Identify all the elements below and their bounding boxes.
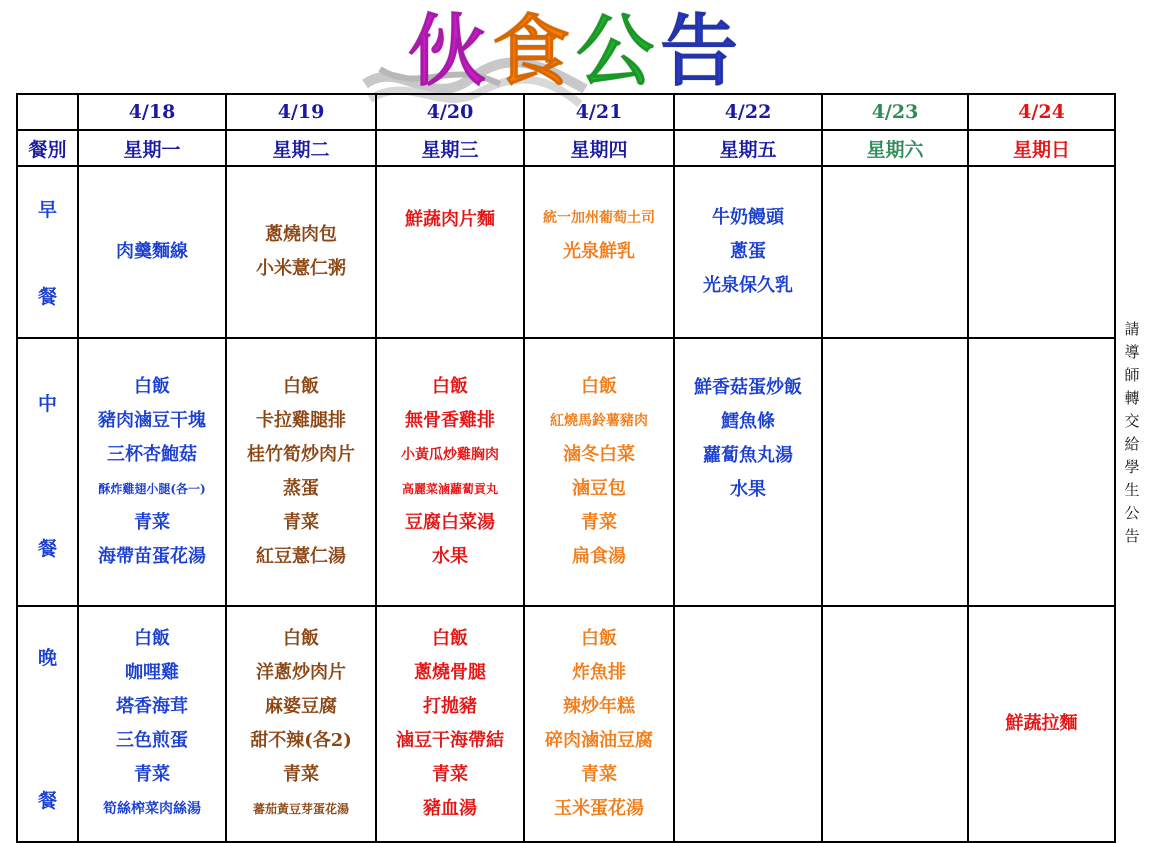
page-title xyxy=(408,4,744,100)
menu-cell-empty xyxy=(968,338,1115,606)
meal-label-bottom: 餐 xyxy=(37,790,57,812)
menu-item: 鱈魚條 xyxy=(721,411,775,432)
menu-item: 白飯 xyxy=(283,628,319,649)
side-note-char: 請 xyxy=(1124,320,1140,338)
weekday-cell: 星期四 xyxy=(524,130,674,166)
menu-item: 塔香海茸 xyxy=(116,696,188,717)
menu-item: 豬肉滷豆干塊 xyxy=(98,410,206,431)
menu-item: 肉羹麵線 xyxy=(116,241,188,262)
date-cell: 4/24 xyxy=(968,94,1115,130)
menu-item: 青菜 xyxy=(581,764,617,785)
menu-item: 牛奶饅頭 xyxy=(712,207,784,228)
menu-item: 青菜 xyxy=(283,512,319,533)
menu-item: 白飯 xyxy=(134,628,170,649)
menu-item: 小黃瓜炒雞胸肉 xyxy=(401,447,499,463)
meal-label-cell xyxy=(17,606,78,842)
title-char: 公 xyxy=(576,7,661,97)
menu-item: 酥炸雞翅小腿(各一) xyxy=(98,482,206,496)
date-cell: 4/19 xyxy=(226,94,376,130)
menu-cell xyxy=(226,606,376,842)
menu-cell xyxy=(78,606,226,842)
side-note-char: 轉 xyxy=(1124,389,1140,407)
menu-item: 紅豆薏仁湯 xyxy=(256,546,346,567)
date-cell: 4/20 xyxy=(376,94,524,130)
date-cell: 4/23 xyxy=(822,94,968,130)
side-note-char: 學 xyxy=(1124,458,1140,476)
menu-cell-empty xyxy=(822,166,968,338)
menu-item: 玉米蛋花湯 xyxy=(554,798,644,819)
menu-table xyxy=(16,93,1116,843)
breakfast-row xyxy=(17,166,1115,338)
menu-item: 蘿蔔魚丸湯 xyxy=(703,445,793,466)
menu-cell xyxy=(226,166,376,338)
menu-item: 甜不辣(各2) xyxy=(250,730,352,751)
menu-cell xyxy=(524,606,674,842)
menu-item: 白飯 xyxy=(283,376,319,397)
menu-item: 青菜 xyxy=(581,512,617,533)
menu-item: 青菜 xyxy=(134,512,170,533)
menu-item: 咖哩雞 xyxy=(125,662,179,683)
menu-cell-empty xyxy=(822,606,968,842)
menu-item: 蒸蛋 xyxy=(283,478,319,499)
menu-cell xyxy=(376,166,524,338)
meal-label-bottom: 餐 xyxy=(37,538,57,560)
menu-cell xyxy=(524,338,674,606)
weekday-cell: 星期一 xyxy=(78,130,226,166)
title-banner xyxy=(360,4,780,104)
menu-item: 水果 xyxy=(730,479,766,500)
menu-item: 桂竹筍炒肉片 xyxy=(247,444,355,465)
menu-item: 滷冬白菜 xyxy=(563,444,635,465)
side-note-char: 導 xyxy=(1124,343,1140,361)
menu-item: 光泉鮮乳 xyxy=(563,241,635,262)
menu-item: 炸魚排 xyxy=(572,662,626,683)
menu-item: 鮮蔬肉片麵 xyxy=(405,209,495,230)
menu-item: 麻婆豆腐 xyxy=(265,696,337,717)
menu-item: 豬血湯 xyxy=(423,798,477,819)
side-note-char: 交 xyxy=(1124,412,1140,430)
menu-item: 蔥蛋 xyxy=(730,241,766,262)
weekday-cell: 星期二 xyxy=(226,130,376,166)
menu-item: 水果 xyxy=(432,546,468,567)
weekday-cell: 星期日 xyxy=(968,130,1115,166)
menu-item: 豆腐白菜湯 xyxy=(405,512,495,533)
menu-item: 海帶苗蛋花湯 xyxy=(98,546,206,567)
menu-item: 小米薏仁粥 xyxy=(256,258,346,279)
menu-item: 打拋豬 xyxy=(423,696,477,717)
menu-cell xyxy=(78,338,226,606)
side-note-char: 師 xyxy=(1124,366,1140,384)
menu-cell xyxy=(968,606,1115,842)
meal-column-label: 餐別 xyxy=(17,130,78,166)
title-char: 伙 xyxy=(408,7,493,97)
meal-label-cell xyxy=(17,338,78,606)
meal-label-cell xyxy=(17,166,78,338)
menu-item: 高麗菜滷蘿蔔貢丸 xyxy=(401,482,498,496)
menu-item: 滷豆干海帶結 xyxy=(396,730,504,751)
date-cell: 4/22 xyxy=(674,94,822,130)
side-note-char: 公 xyxy=(1124,504,1140,522)
weekday-row xyxy=(17,130,1115,166)
menu-item: 青菜 xyxy=(432,764,468,785)
menu-cell-empty xyxy=(822,338,968,606)
menu-item: 鮮香菇蛋炒飯 xyxy=(694,377,802,398)
menu-cell xyxy=(674,338,822,606)
menu-item: 碎肉滷油豆腐 xyxy=(545,730,653,751)
dinner-row xyxy=(17,606,1115,842)
weekday-cell: 星期五 xyxy=(674,130,822,166)
lunch-row xyxy=(17,338,1115,606)
date-cell: 4/18 xyxy=(78,94,226,130)
side-note-char: 生 xyxy=(1124,481,1140,499)
menu-item: 白飯 xyxy=(432,376,468,397)
menu-item: 白飯 xyxy=(581,376,617,397)
menu-item: 三杯杏鮑菇 xyxy=(107,444,197,465)
menu-item: 蔥燒肉包 xyxy=(265,224,337,245)
menu-item: 白飯 xyxy=(432,628,468,649)
menu-cell xyxy=(524,166,674,338)
side-note-char: 告 xyxy=(1124,527,1140,545)
side-note-char: 給 xyxy=(1124,435,1140,453)
menu-item: 扁食湯 xyxy=(572,546,626,567)
menu-item: 紅燒馬鈴薯豬肉 xyxy=(550,413,648,429)
menu-item: 蕃茄黃豆芽蛋花湯 xyxy=(252,802,349,816)
menu-item: 卡拉雞腿排 xyxy=(256,410,346,431)
menu-cell-empty xyxy=(674,606,822,842)
title-char: 食 xyxy=(492,7,577,97)
corner-cell xyxy=(17,94,78,130)
menu-cell xyxy=(376,606,524,842)
menu-cell xyxy=(674,166,822,338)
meal-label-top: 早 xyxy=(37,199,57,221)
menu-item: 筍絲榨菜肉絲湯 xyxy=(103,801,201,817)
side-note xyxy=(1122,318,1142,548)
meal-label-top: 晚 xyxy=(37,647,57,669)
weekday-cell: 星期三 xyxy=(376,130,524,166)
menu-item: 無骨香雞排 xyxy=(405,410,495,431)
menu-item: 青菜 xyxy=(283,764,319,785)
menu-cell xyxy=(226,338,376,606)
date-cell: 4/21 xyxy=(524,94,674,130)
menu-cell xyxy=(376,338,524,606)
menu-item: 白飯 xyxy=(581,628,617,649)
title-char: 告 xyxy=(660,7,745,97)
meal-label-top: 中 xyxy=(37,393,57,415)
meal-label-bottom: 餐 xyxy=(37,286,57,308)
date-row xyxy=(17,94,1115,130)
menu-cell-empty xyxy=(968,166,1115,338)
weekday-cell: 星期六 xyxy=(822,130,968,166)
menu-item: 滷豆包 xyxy=(572,478,626,499)
menu-item: 青菜 xyxy=(134,764,170,785)
menu-item: 統一加州葡萄土司 xyxy=(543,210,655,226)
menu-item: 辣炒年糕 xyxy=(563,696,635,717)
menu-item: 白飯 xyxy=(134,376,170,397)
menu-item: 洋蔥炒肉片 xyxy=(256,662,346,683)
menu-cell xyxy=(78,166,226,338)
menu-item: 光泉保久乳 xyxy=(703,275,793,296)
menu-item: 鮮蔬拉麵 xyxy=(1005,713,1078,734)
menu-item: 三色煎蛋 xyxy=(116,730,188,751)
menu-item: 蔥燒骨腿 xyxy=(414,662,486,683)
